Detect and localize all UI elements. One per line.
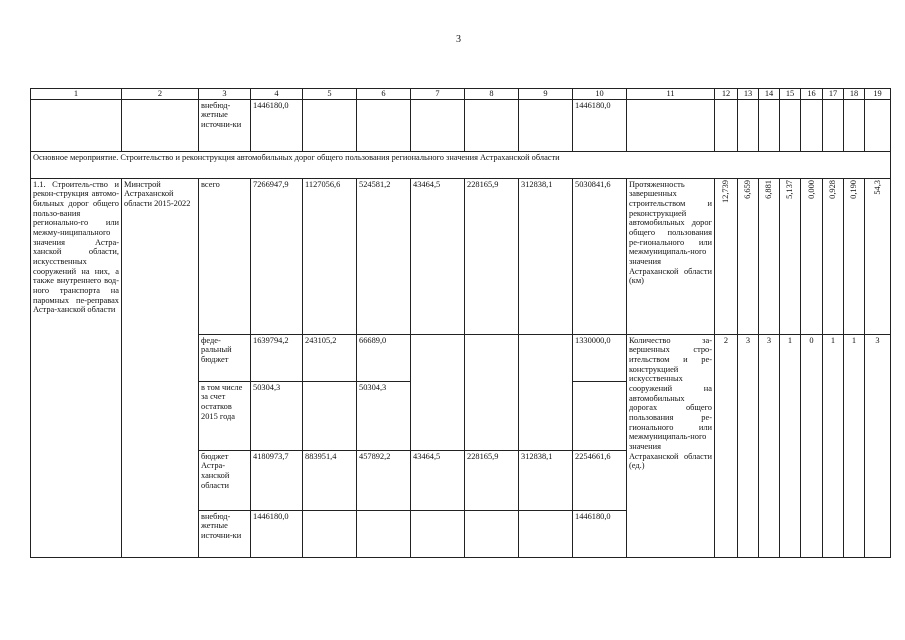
amount-cell: 4180973,7 — [251, 450, 303, 510]
table-row-total — [31, 178, 891, 334]
indicator-value: 2 — [715, 334, 738, 557]
amount-cell: 883951,4 — [303, 450, 357, 510]
activity-name: 1.1. Строитель-ство и рекон-струкция автомо-бильных дорог общего пользо-вания регионально-го или межму-ниципального значения Астра-ханской области, искусственных сооружений на них, а также внутреннего вод-ного транспорта на паромных пе-реправах Астра-ханской области — [31, 178, 122, 557]
amount-cell: 66689,0 — [357, 334, 411, 381]
amount-cell: 2254661,6 — [573, 450, 627, 510]
amount-cell: 7266947,9 — [251, 178, 303, 334]
header-cell: 7 — [411, 89, 465, 100]
header-cell: 14 — [759, 89, 780, 100]
indicator-value: 6,659 — [738, 178, 759, 334]
amount-cell: 50304,3 — [357, 381, 411, 450]
table-row-top-extrabudget — [31, 99, 891, 151]
indicator-value: 3 — [759, 334, 780, 557]
amount-cell: 243105,2 — [303, 334, 357, 381]
amount-cell — [519, 510, 573, 557]
indicator-value: 0,928 — [823, 178, 844, 334]
program-table — [30, 88, 891, 558]
header-cell: 11 — [627, 89, 715, 100]
amount-cell: 1127056,6 — [303, 178, 357, 334]
header-cell: 8 — [465, 89, 519, 100]
amount-cell: 1330000,0 — [573, 334, 627, 381]
amount-cell — [411, 510, 465, 557]
header-row — [31, 89, 891, 100]
amount-cell: 43464,5 — [411, 178, 465, 334]
funding-source: бюджет Астра-ханской области — [199, 450, 251, 510]
amount-cell: 43464,5 — [411, 450, 465, 510]
header-cell: 5 — [303, 89, 357, 100]
amount-cell: 312838,1 — [519, 178, 573, 334]
section-row — [31, 151, 891, 178]
indicator-value: 0,190 — [844, 178, 865, 334]
indicator-value: 1 — [823, 334, 844, 557]
indicator-name: Количество за-вершенных стро-ительством и ре-конструкцией искусственных сооружений на автомобильных дорогах общего пользования ре-гионального или межмуниципаль-ного значения Астраханской области (ед.) — [627, 334, 715, 557]
amount-cell — [303, 381, 357, 450]
header-cell: 16 — [801, 89, 823, 100]
indicator-name: Протяженность завершенных строительством и реконструкцией автомобильных дорог общего пользования ре-гионального или межмуниципаль-ного значения Астраханской области (км) — [627, 178, 715, 334]
funding-source: в том числе за счет остатков 2015 года — [199, 381, 251, 450]
header-cell: 4 — [251, 89, 303, 100]
amount-cell: 228165,9 — [465, 178, 519, 334]
indicator-value: 0 — [801, 334, 823, 557]
amount-cell — [465, 334, 519, 450]
funding-source: феде-ральный бюджет — [199, 334, 251, 381]
amount-cell — [465, 510, 519, 557]
indicator-value: 1 — [844, 334, 865, 557]
amount-cell: 1446180,0 — [251, 510, 303, 557]
amount-cell: 1639794,2 — [251, 334, 303, 381]
header-cell: 6 — [357, 89, 411, 100]
indicator-value: 5,137 — [780, 178, 801, 334]
header-cell: 19 — [865, 89, 891, 100]
funding-source: внебюд-жетные источни-ки — [199, 99, 251, 151]
amount-cell — [303, 510, 357, 557]
indicator-value: 3 — [865, 334, 891, 557]
indicator-value: 54,3 — [865, 178, 891, 334]
header-cell: 9 — [519, 89, 573, 100]
amount-cell: 1446180,0 — [573, 510, 627, 557]
indicator-value: 12,739 — [715, 178, 738, 334]
amount-total: 1446180,0 — [251, 99, 303, 151]
indicator-value: 1 — [780, 334, 801, 557]
section-title: Основное мероприятие. Строительство и реконструкция автомобильных дорог общего пользования регионального значения Астраханской области — [31, 151, 891, 178]
page-number: 3 — [456, 34, 461, 45]
amount-cell — [573, 381, 627, 450]
amount-cell: 312838,1 — [519, 450, 573, 510]
indicator-value: 6,881 — [759, 178, 780, 334]
amount-cell — [519, 334, 573, 450]
funding-source: внебюд-жетные источни-ки — [199, 510, 251, 557]
header-cell: 2 — [122, 89, 199, 100]
amount-cell — [411, 334, 465, 450]
indicator-value: 3 — [738, 334, 759, 557]
amount-cell — [357, 510, 411, 557]
amount-cell: 524581,2 — [357, 178, 411, 334]
header-cell: 18 — [844, 89, 865, 100]
header-cell: 1 — [31, 89, 122, 100]
header-cell: 13 — [738, 89, 759, 100]
funding-source: всего — [199, 178, 251, 334]
header-cell: 10 — [573, 89, 627, 100]
amount-2022: 1446180,0 — [573, 99, 627, 151]
header-cell: 15 — [780, 89, 801, 100]
header-cell: 12 — [715, 89, 738, 100]
amount-cell: 228165,9 — [465, 450, 519, 510]
header-cell: 3 — [199, 89, 251, 100]
amount-cell: 457892,2 — [357, 450, 411, 510]
amount-cell: 5030841,6 — [573, 178, 627, 334]
activity-executor: Минстрой Астраханской области 2015-2022 — [122, 178, 199, 557]
indicator-value: 0,000 — [801, 178, 823, 334]
header-cell: 17 — [823, 89, 844, 100]
amount-cell: 50304,3 — [251, 381, 303, 450]
